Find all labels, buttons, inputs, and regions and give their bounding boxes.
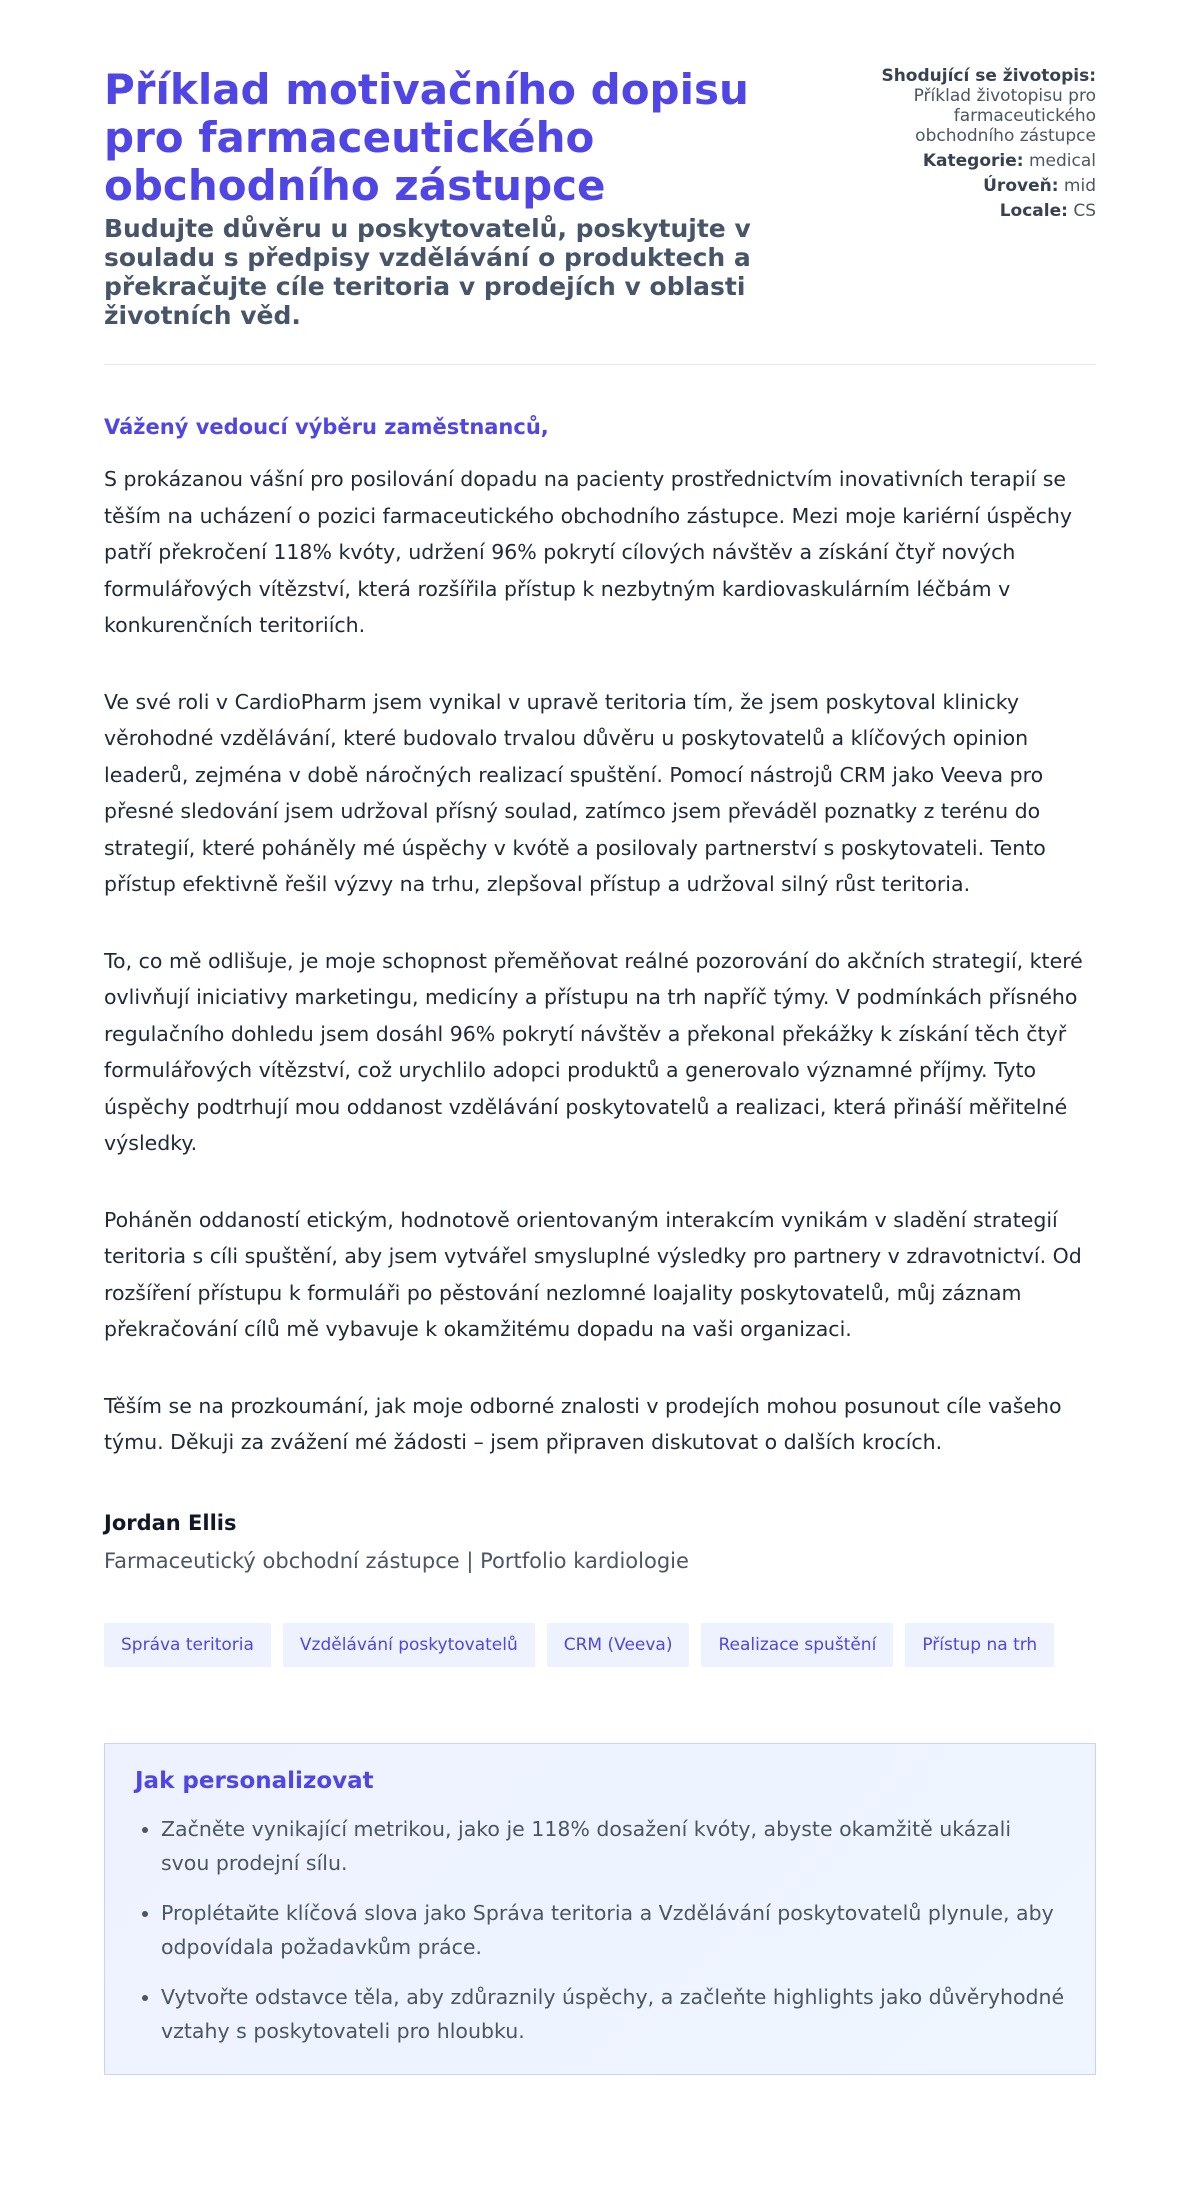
keyword-tag: Správa teritoria xyxy=(104,1623,271,1667)
letter-greeting: Vážený vedoucí výběru zaměstnanců, xyxy=(104,415,549,439)
keyword-tag: Přístup na trh xyxy=(905,1623,1054,1667)
meta-category-value: medical xyxy=(1028,151,1096,171)
header-text xyxy=(104,66,804,330)
meta-locale-value: CS xyxy=(1073,201,1096,221)
page-title: Příklad motivačního dopisu pro farmaceutického obchodního zástupce xyxy=(104,65,749,210)
keyword-tag: Vzdělávání poskytovatelů xyxy=(283,1623,535,1667)
meta-resume xyxy=(856,66,1096,146)
meta-panel xyxy=(856,66,1096,226)
meta-category-label: Kategorie: xyxy=(922,151,1024,171)
meta-locale-label: Locale: xyxy=(999,201,1068,221)
tips-list xyxy=(135,1812,1065,2048)
keyword-tag: Realizace spuštění xyxy=(701,1623,893,1667)
keyword-tags xyxy=(104,1623,1096,1667)
keyword-tag: CRM (Veeva) xyxy=(547,1623,690,1667)
letter-paragraph: S prokázanou vášní pro posilování dopadu na pacienty prostřednictvím inovativních terapií se těším na ucházení o pozici farmaceutického obchodního zástupce. Mezi moje kariérní úspěchy patří překročení 118% kvóty, udržení 96% pokrytí cílových návštěv a získání čtyř nových formulářových vítězství, která rozšířila přístup k nezbytným kardiovaskulárním léčbám v konkurenčních teritoriích. xyxy=(104,467,1073,637)
tip-item: • Vytvořte odstavce těla, aby zdůraznily úspěchy, a začleňte highlights jako důvěryhodné vztahy s poskytovateli pro hloubku. xyxy=(161,1980,1065,2048)
letter-paragraph: Těším se na prozkoumání, jak moje odborné znalosti v prodejích mohou posunout cíle vašeho týmu. Děkuji za zvážení mé žádosti – jsem připraven diskutovat o dalších krocích. xyxy=(104,1393,1062,1454)
signature-name: Jordan Ellis xyxy=(104,1510,237,1535)
meta-level xyxy=(856,176,1096,196)
meta-level-value: mid xyxy=(1063,176,1096,196)
letter-paragraph: To, co mě odlišuje, je moje schopnost přeměňovat reálné pozorování do akčních strategií, které ovlivňují iniciativy marketingu, medicíny a přístupu na trh napříč týmy. V podmínkách přísného regulačního dohledu jsem dosáhl 96% pokrytí návštěv a překonal překážky k získání těch čtyř formulářových vítězství, což urychlilo adopci produktů a generovalo významné příjmy. Tyto úspěchy podtrhují mou oddanost vzdělávání poskytovatelů a realizaci, která přináší měřitelné výsledky. xyxy=(104,948,1083,1155)
meta-resume-label: Shodující se životopis: xyxy=(881,66,1096,86)
cover-letter-page xyxy=(104,0,1096,2075)
page-subtitle: Budujte důvěru u poskytovatelů, poskytujte v souladu s předpisy vzdělávání o produktech a překračujte cíle teritoria v prodejích v oblasti životních věd. xyxy=(104,214,751,330)
meta-category xyxy=(856,151,1096,171)
meta-resume-value: Příklad životopisu pro farmaceutického obchodního zástupce xyxy=(913,86,1096,146)
meta-level-label: Úroveň: xyxy=(983,176,1059,196)
tip-item: • Proplétaйte klíčová slova jako Správa teritoria a Vzdělávání poskytovatelů plynule, aby odpovídala požadavkům práce. xyxy=(161,1896,1065,1964)
meta-locale xyxy=(856,201,1096,221)
tip-item: • Začněte vynikající metrikou, jako je 118% dosažení kvóty, abyste okamžitě ukázali svou prodejní sílu. xyxy=(161,1812,1065,1880)
tips-title: Jak personalizovat xyxy=(135,1767,374,1794)
page-header xyxy=(104,66,1096,365)
letter-paragraph: Ve své roli v CardioPharm jsem vynikal v upravě teritoria tím, že jsem poskytoval klinicky věrohodné vzdělávání, které budovalo trvalou důvěru u poskytovatelů a klíčových opinion leaderů, zejména v době náročných realizací spuštění. Pomocí nástrojů CRM jako Veeva pro přesné sledování jsem udržoval přísný soulad, zatímco jsem převáděl poznatky z terénu do strategií, které poháněly mé úspěchy v kvótě a posilovaly partnerství s poskytovateli. Tento přístup efektivně řešil výzvy na trhu, zlepšoval přístup a udržoval silný růst teritoria. xyxy=(104,689,1046,896)
signature-title: Farmaceutický obchodní zástupce | Portfolio kardiologie xyxy=(104,1548,689,1573)
letter-paragraph: Poháněn oddaností etickým, hodnotově orientovaným interakcím vynikám v sladění strategií teritoria s cíli spuštění, aby jsem vytvářel smysluplné výsledky pro partnery v zdravotnictví. Od rozšíření přístupu k formuláři po pěstování nezlomné loajality poskytovatelů, můj záznam překračování cílů mě vybavuje k okamžitému dopadu na vaši organizaci. xyxy=(104,1207,1082,1341)
personalize-tips-box xyxy=(104,1743,1096,2075)
